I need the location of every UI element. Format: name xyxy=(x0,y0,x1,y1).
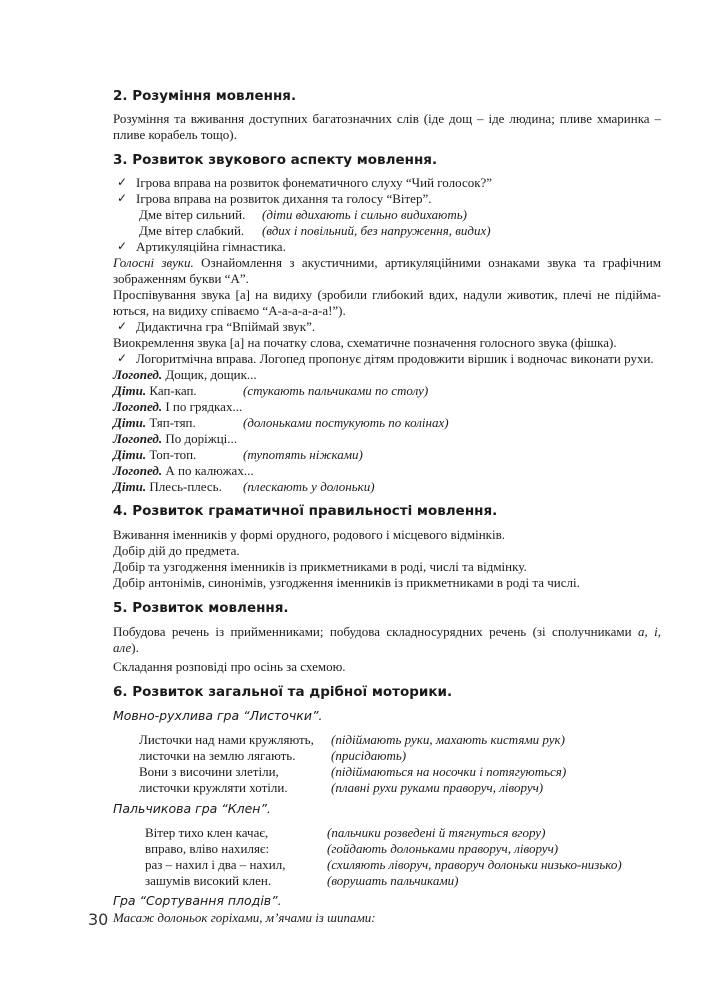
speaker-kids: Діти. xyxy=(113,415,147,430)
maple-note-3: (схиляють ліворуч, праворуч долоньки низько-низько) xyxy=(327,857,622,872)
s4-line-1: Вживання іменників у формі орудного, родового і місцевого відмінків. xyxy=(113,527,505,542)
singing-line-2: ються, на видиху співаємо “А-а-а-а-а-а!”). xyxy=(113,303,346,318)
conjunction-ale: але xyxy=(113,640,132,655)
dialogue-line-4 xyxy=(113,415,196,431)
speaker-logoped: Логопед. xyxy=(113,463,163,478)
massage-line: Масаж долоньок горіхами, м’ячами із шипами: xyxy=(113,910,376,925)
maple-note-1: (пальчики розведені й тягнуться вгору) xyxy=(327,825,546,840)
s3-check-2: Ігрова вправа на розвиток дихання та голосу “Вітер”. xyxy=(136,191,432,206)
dialogue-text: Кап-кап. xyxy=(149,383,197,398)
rhyme-line-4: листочки кружляти хотіли. xyxy=(139,780,288,795)
section-4-title: 4. Розвиток граматичної правильності мовлення. xyxy=(113,503,498,519)
section-2-title: 2. Розуміння мовлення. xyxy=(113,88,297,104)
dialogue-line-2 xyxy=(113,383,197,399)
dialogue-note-8: (плескають у долоньки) xyxy=(243,479,375,494)
speaker-kids: Діти. xyxy=(113,479,147,494)
vowels-line-2: зображенням букви “А”. xyxy=(113,271,249,286)
s5-line-1 xyxy=(113,624,661,640)
speaker-logoped: Логопед. xyxy=(113,431,163,446)
dialogue-line-3 xyxy=(113,399,242,415)
speaker-logoped: Логопед. xyxy=(113,367,163,382)
singing-line-1: Проспівування звука [а] на видиху (зробили глибокий вдих, надули животик, плечі не підійма- xyxy=(113,287,661,302)
section-6-title: 6. Розвиток загальної та дрібної моторики. xyxy=(113,684,453,700)
dialogue-line-7 xyxy=(113,463,254,479)
rhyme-line-1: Листочки над нами кружляють, xyxy=(139,732,314,747)
section-3-title: 3. Розвиток звукового аспекту мовлення. xyxy=(113,152,438,168)
maple-note-2: (гойдають долоньками праворуч, ліворуч) xyxy=(327,841,559,856)
dialogue-line-6 xyxy=(113,447,196,463)
s5-text: ). xyxy=(131,640,139,655)
checkmark-icon: ✓ xyxy=(117,351,128,365)
rhyme-note-2: (присідають) xyxy=(331,748,407,763)
maple-note-4: (ворушать пальчиками) xyxy=(327,873,459,888)
dialogue-text: А по калюжах... xyxy=(165,463,254,478)
game-sorting-title: Гра “Сортування плодів”. xyxy=(113,893,282,908)
dialogue-line-5 xyxy=(113,431,237,447)
rhyme-line-3: Вони з височини злетіли, xyxy=(139,764,279,779)
speaker-kids: Діти. xyxy=(113,383,147,398)
s5-line-2 xyxy=(113,640,139,656)
vowels-label: Голосні звуки. xyxy=(113,255,194,270)
maple-line-2: вправо, вліво нахиляє: xyxy=(145,841,270,856)
checkmark-icon: ✓ xyxy=(117,239,128,253)
s3-check-1: Ігрова вправа на розвиток фонематичного слуху “Чий голосок?” xyxy=(136,175,493,190)
s4-line-2: Добір дій до предмета. xyxy=(113,543,240,558)
dialogue-text: І по грядках... xyxy=(165,399,243,414)
maple-line-1: Вітер тихо клен качає, xyxy=(145,825,269,840)
s3-check-3: Артикуляційна гімнастика. xyxy=(136,239,286,254)
s4-line-3: Добір та узгодження іменників із прикметниками в роді, числі та відмінку. xyxy=(113,559,527,574)
dialogue-text: Тяп-тяп. xyxy=(149,415,196,430)
dialogue-text: Плесь-плесь. xyxy=(149,479,222,494)
dialogue-text: Топ-топ. xyxy=(149,447,197,462)
wind-weak: Дме вітер слабкий. xyxy=(139,223,245,238)
conjunctions: а, і, xyxy=(638,624,661,639)
speaker-logoped: Логопед. xyxy=(113,399,163,414)
vowels-line-1 xyxy=(113,255,661,271)
checkmark-icon: ✓ xyxy=(117,319,128,333)
sound-extraction: Виокремлення звука [а] на початку слова, схематичне позначення голосного звука (фішка). xyxy=(113,335,617,350)
s4-line-4: Добір антонімів, синонімів, узгодження іменників із прикметниками в роді та числі. xyxy=(113,575,580,590)
wind-strong: Дме вітер сильний. xyxy=(139,207,246,222)
dialogue-line-1 xyxy=(113,367,257,383)
vowels-text: Ознайомлення з акустичними, артикуляційними ознаками звука та графічним xyxy=(193,255,661,270)
section-5-title: 5. Розвиток мовлення. xyxy=(113,600,289,616)
wind-weak-note: (вдих і повільний, без напруження, видих) xyxy=(262,223,491,238)
rhyme-note-4: (плавні рухи руками праворуч, ліворуч) xyxy=(331,780,544,795)
dialogue-line-8 xyxy=(113,479,222,495)
maple-line-4: зашумів високий клен. xyxy=(145,873,272,888)
checkmark-icon: ✓ xyxy=(117,191,128,205)
wind-strong-note: (діти вдихають і сильно видихають) xyxy=(262,207,467,222)
rhyme-note-1: (підіймають руки, махають кистями рук) xyxy=(331,732,565,747)
game-leaves-title: Мовно-рухлива гра “Листочки”. xyxy=(113,708,323,723)
s2-line-2: пливе корабель тощо). xyxy=(113,127,237,142)
checkmark-icon: ✓ xyxy=(117,175,128,189)
s5-line-3: Складання розповіді про осінь за схемою. xyxy=(113,659,346,674)
s3-check-5: Логоритмічна вправа. Логопед пропонує дітям продовжити віршик і водночас виконати рухи. xyxy=(136,351,654,366)
speaker-kids: Діти. xyxy=(113,447,147,462)
s2-line-1: Розуміння та вживання доступних багатозначних слів (іде дощ – іде людина; пливе хмаринка – xyxy=(113,111,661,126)
dialogue-note-4: (долоньками постукують по колінах) xyxy=(243,415,449,430)
rhyme-line-2: листочки на землю лягають. xyxy=(139,748,296,763)
dialogue-text: По доріжці... xyxy=(165,431,238,446)
dialogue-text: Дощик, дощик... xyxy=(165,367,257,382)
page-number: 30 xyxy=(88,910,109,929)
rhyme-note-3: (підіймаються на носочки і потягуються) xyxy=(331,764,567,779)
maple-line-3: раз – нахил і два – нахил, xyxy=(145,857,286,872)
game-maple-title: Пальчикова гра “Клен”. xyxy=(113,801,271,816)
s5-text: Побудова речень із прийменниками; побудова складносурядних речень (зі сполучниками xyxy=(113,624,638,639)
dialogue-note-6: (тупотять ніжками) xyxy=(243,447,363,462)
s3-check-4: Дидактична гра “Впіймай звук”. xyxy=(136,319,316,334)
dialogue-note-2: (стукають пальчиками по столу) xyxy=(243,383,429,398)
